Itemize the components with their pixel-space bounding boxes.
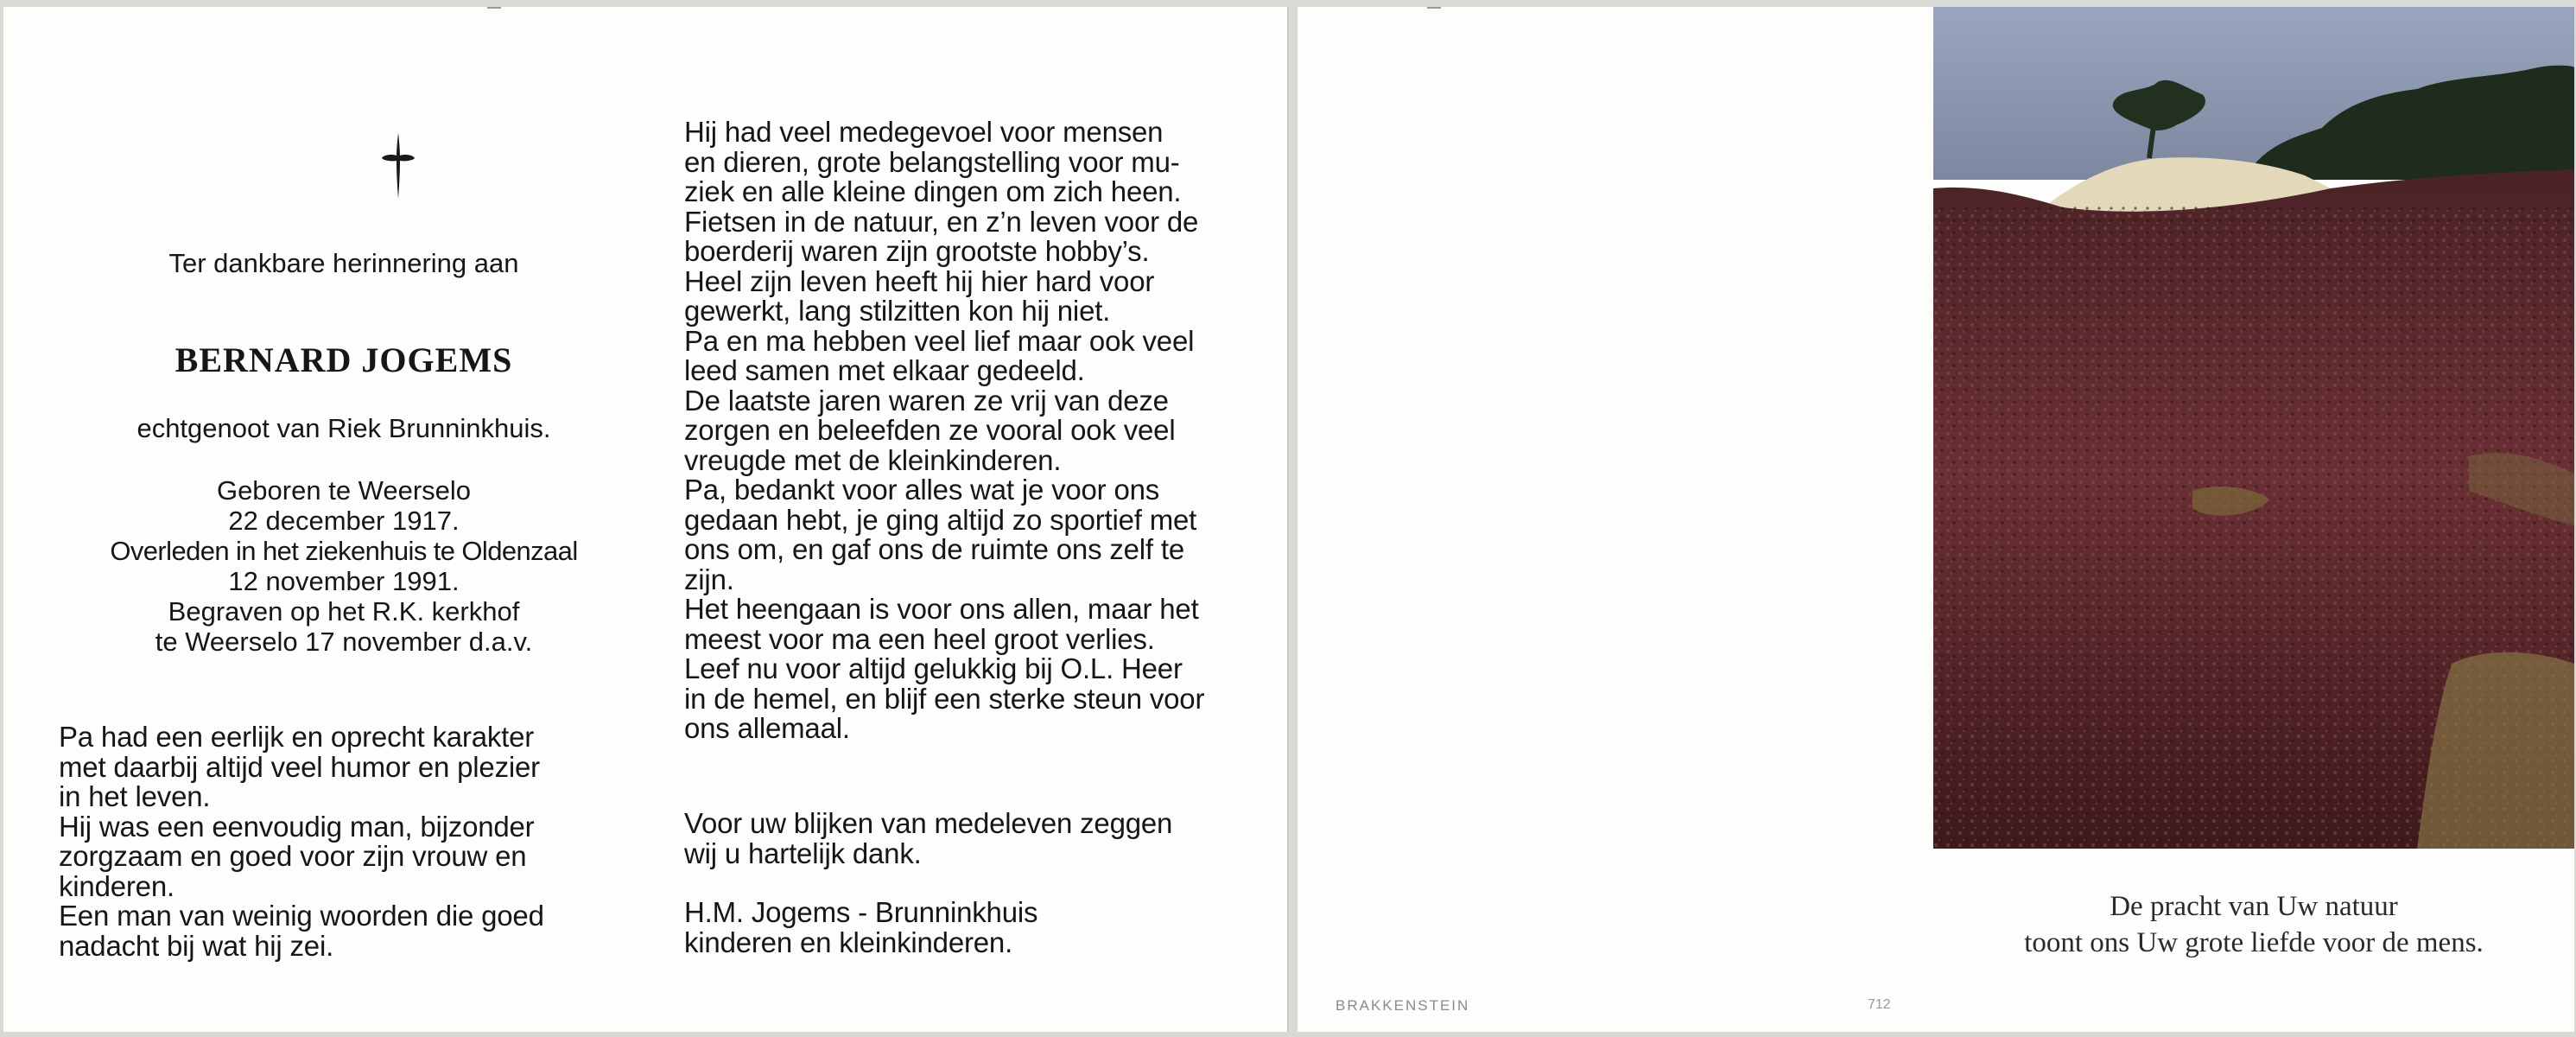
deceased-name: BERNARD JOGEMS <box>174 340 513 379</box>
text-line: Pa, bedankt voor alles wat je voor ons <box>684 474 1160 506</box>
text-line: De laatste jaren waren ze vrij van deze <box>684 384 1169 417</box>
memorial-card-outside <box>1298 7 2574 1032</box>
detail-line: Overleden in het ziekenhuis te Oldenzaal <box>110 536 578 566</box>
intro-line: Ter dankbare herinnering aan <box>168 248 519 278</box>
text-line: zorgen en beleefden ze vooral ook veel <box>684 414 1176 446</box>
detail-line: 22 december 1917. <box>228 506 460 536</box>
text-line: Voor uw blijken van medeleven zeggen <box>684 807 1173 839</box>
card-code: 712 <box>1868 997 1891 1012</box>
thanks-text <box>684 809 1272 868</box>
text-line: Fietsen in de natuur, en z’n leven voor de <box>684 205 1199 238</box>
fold-mark <box>487 7 501 9</box>
text-line: Heel zijn leven heeft hij hier hard voor <box>684 264 1155 297</box>
publisher-label: BRAKKENSTEIN <box>1336 997 1470 1014</box>
cross-icon <box>378 130 418 200</box>
text-line: nadacht bij wat hij zei. <box>59 929 334 962</box>
detail-line: te Weerselo 17 november d.a.v. <box>155 627 533 657</box>
text-line: ziek en alle kleine dingen om zich heen. <box>684 175 1182 207</box>
detail-line: Geboren te Weerselo <box>216 475 472 506</box>
text-line: Het heengaan is voor ons allen, maar het <box>684 593 1199 625</box>
text-line: gedaan hebt, je ging altijd zo sportief met <box>684 503 1197 536</box>
text-line: kinderen en kleinkinderen. <box>684 926 1013 958</box>
detail-line: 12 november 1991. <box>228 566 460 596</box>
quote-line: toont ons Uw grote liefde voor de mens. <box>2024 927 2484 958</box>
text-line: zorgzaam en goed voor zijn vrouw en <box>59 840 527 872</box>
text-line: in het leven. <box>59 780 211 812</box>
memorial-card-inside <box>3 7 1287 1032</box>
detail-line: Begraven op het R.K. kerkhof <box>168 596 520 627</box>
signature-text <box>684 898 1272 957</box>
text-line: leed samen met elkaar gedeeld. <box>684 354 1085 386</box>
text-line: Pa en ma hebben veel lief maar ook veel <box>684 324 1195 357</box>
fold-mark <box>1427 7 1441 9</box>
text-line: Pa had een eerlijk en oprecht karakter <box>59 721 535 753</box>
text-line: Hij was een eenvoudig man, bijzonder <box>59 810 535 843</box>
text-line: wij u hartelijk dank. <box>684 837 922 869</box>
text-line: Een man van weinig woorden die goed <box>59 900 544 932</box>
text-line: in de hemel, en blijf een sterke steun voor <box>684 682 1205 715</box>
text-line: gewerkt, lang stilzitten kon hij niet. <box>684 295 1111 327</box>
text-line: zijn. <box>684 563 734 595</box>
tribute-text-1 <box>59 722 646 961</box>
landscape-image <box>1933 7 2574 849</box>
text-line: en dieren, grote belangstelling voor mu- <box>684 145 1180 178</box>
text-line: vreugde met de kleinkinderen. <box>684 443 1062 476</box>
spouse-line: echtgenoot van Riek Brunninkhuis. <box>136 413 551 443</box>
heathland-photo <box>1933 7 2574 849</box>
text-line: ons om, en gaf ons de ruimte ons zelf te <box>684 533 1184 565</box>
text-line: ons allemaal. <box>684 712 850 744</box>
text-line: kinderen. <box>59 869 174 902</box>
text-line: H.M. Jogems - Brunninkhuis <box>684 896 1038 928</box>
text-line: meest voor ma een heel groot verlies. <box>684 622 1155 655</box>
tribute-text-2 <box>684 118 1272 744</box>
text-line: met daarbij altijd veel humor en plezier <box>59 750 540 783</box>
text-line: Leef nu voor altijd gelukkig bij O.L. Heer <box>684 652 1183 684</box>
text-line: Hij had veel medegevoel voor mensen <box>684 116 1164 148</box>
quote-line: De pracht van Uw natuur <box>2110 891 2398 922</box>
text-line: boerderij waren zijn grootste hobby’s. <box>684 235 1150 267</box>
quote <box>1933 888 2574 961</box>
